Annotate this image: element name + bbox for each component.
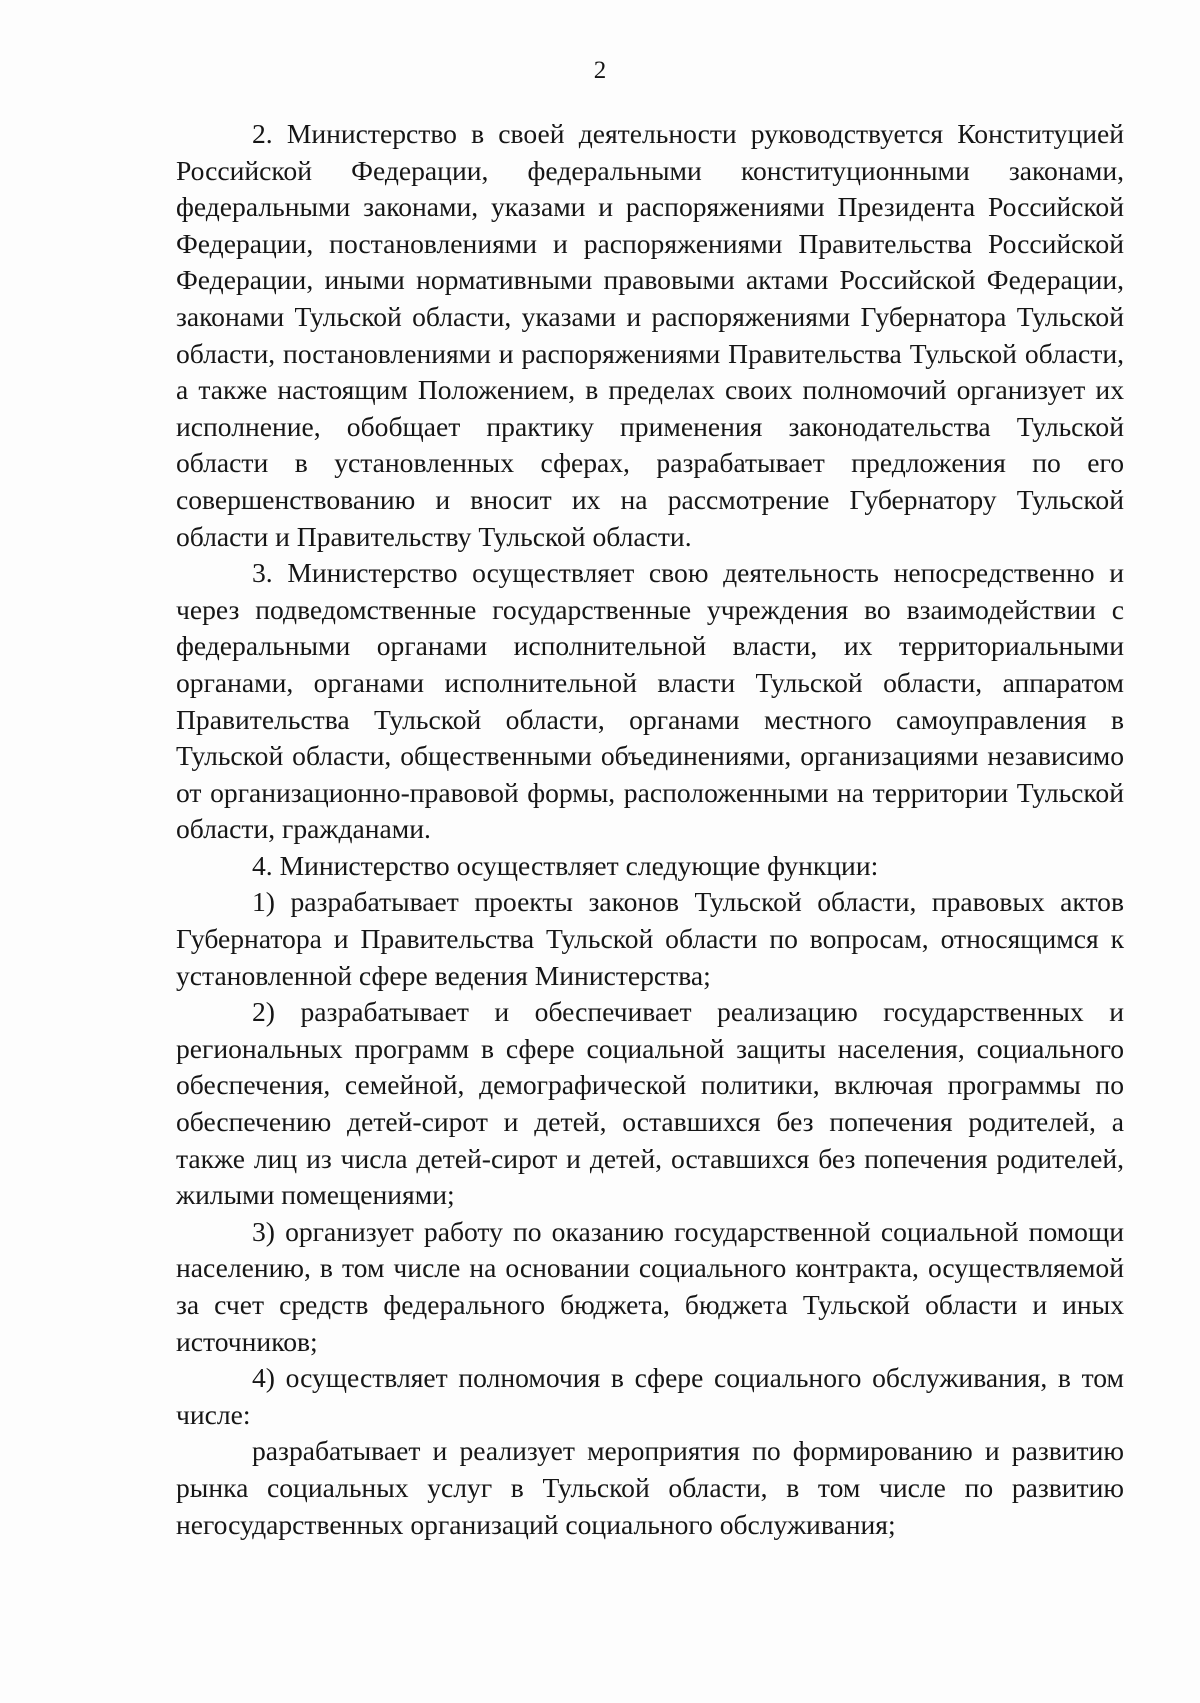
subitem-4-clause: разрабатывает и реализует мероприятия по формированию и развитию рынка социальных услуг в Тульской области, в том числе по развитию негосударственных организаций социального обслуживания; — [176, 1435, 1124, 1540]
paragraph-item-4: 4. Министерство осуществляет следующие функции: — [252, 849, 879, 881]
document-body — [176, 116, 1124, 1543]
subitem-3: 3) организует работу по оказанию государственной социальной помощи населению, в том числе на основании социального контракта, осуществляемой за счет средств федерального бюджета, бюджета Тульской области и иных источников; — [176, 1215, 1124, 1357]
paragraph-item-3: 3. Министерство осуществляет свою деятельность непосредственно и через подведомственные государственные учреждения во взаимодействии с федеральными органами исполнительной власти, их территориальными органами, органами исполнительной власти Тульской области, аппаратом Правительства Тульской области, органами местного самоуправления в Тульской области, общественными объединениями, организациями независимо от организационно-правовой формы, расположенными на территории Тульской области, гражданами. — [176, 557, 1124, 845]
paragraph-item-2: 2. Министерство в своей деятельности руководствуется Конституцией Российской Федерации, федеральными конституционными законами, федеральными законами, указами и распоряжениями Президента Российской Федерации, постановлениями и распоряжениями Правительства Российской Федерации, иными нормативными правовыми актами Российской Федерации, законами Тульской области, указами и распоряжениями Губернатора Тульской области, постановлениями и распоряжениями Правительства Тульской области, а также настоящим Положением, в пределах своих полномочий организует их исполнение, обобщает практику применения законодательства Тульской области в установленных сферах, разрабатывает предложения по его совершенствованию и вносит их на рассмотрение Губернатору Тульской области и Правительству Тульской области. — [176, 118, 1124, 552]
subitem-2: 2) разрабатывает и обеспечивает реализацию государственных и региональных программ в сфере социальной защиты населения, социального обеспечения, семейной, демографической политики, включая программы по обеспечению детей-сирот и детей, оставшихся без попечения родителей, а также лиц из числа детей-сирот и детей, оставшихся без попечения родителей, жилыми помещениями; — [176, 996, 1124, 1211]
subitem-1: 1) разрабатывает проекты законов Тульской области, правовых актов Губернатора и Правительства Тульской области по вопросам, относящимся к установленной сфере ведения Министерства; — [176, 886, 1124, 991]
page-number: 2 — [593, 57, 607, 84]
subitem-4: 4) осуществляет полномочия в сфере социального обслуживания, в том числе: — [176, 1362, 1124, 1430]
